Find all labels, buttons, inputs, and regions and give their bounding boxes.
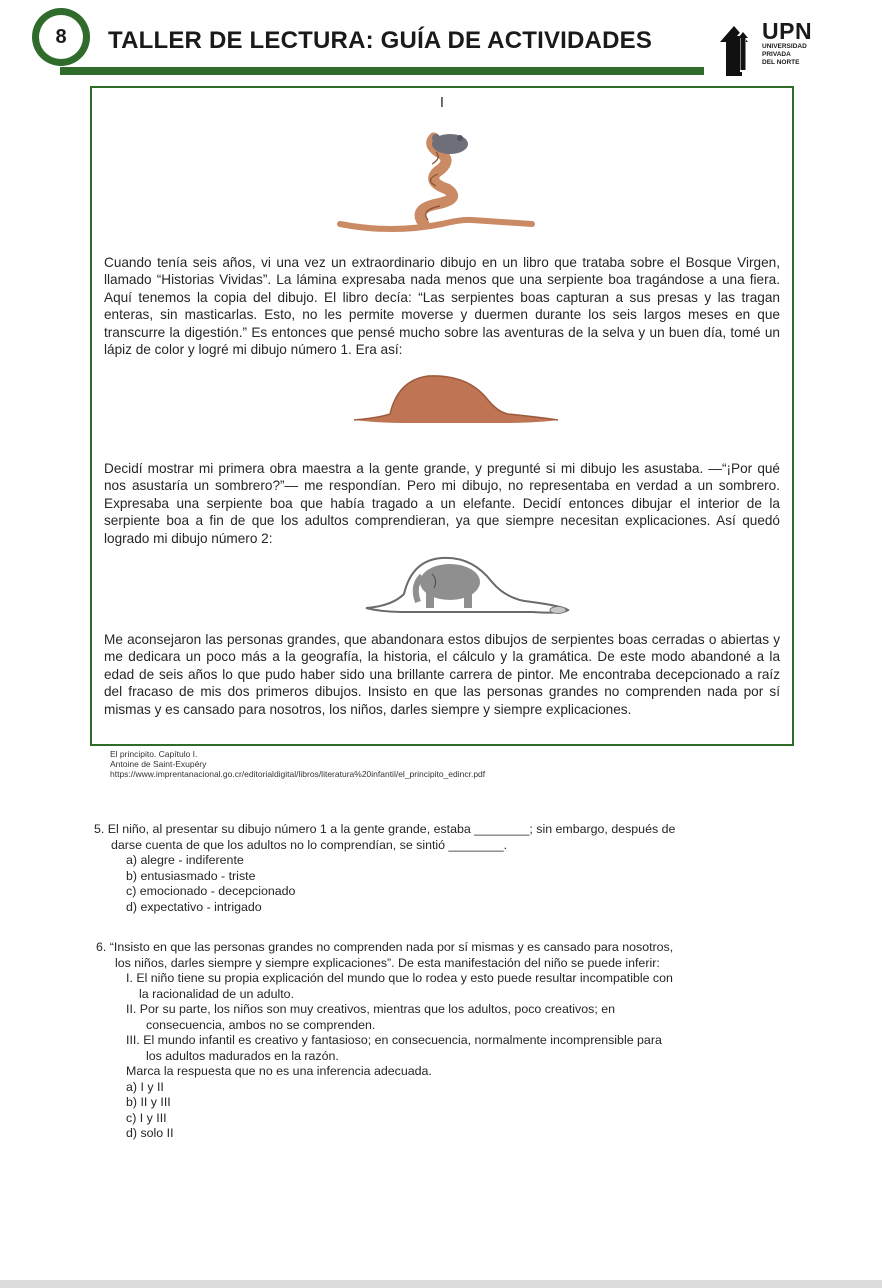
question-6-option-d: d) solo II — [126, 1126, 174, 1140]
reading-paragraph-2: Decidí mostrar mi primera obra maestra a la gente grande, y pregunté si mi dibujo les asustaba. —“¡Por qué nos asustaría un sombrero?”— me respondían. Pero mi dibujo, no representaba en verdad a un sombrero. Expresaba una serpiente boa que había tragado a un elefante. Decidí entonces dibujar el interior de la serpiente boa a fin de que los adultos comprendieran, ya que siempre necesitan explicaciones. Así quedó logrado mi dibujo número 2: — [104, 461, 780, 546]
reading-passage-box — [90, 86, 794, 746]
question-5-option-b: b) entusiasmado - triste — [126, 868, 256, 883]
chapter-number: I — [439, 94, 445, 111]
statement-i: I. El niño tiene su propia explicación del mundo que lo rodea y esto puede resultar incompatible con — [126, 971, 673, 985]
question-5-option-a: a) alegre - indiferente — [126, 853, 244, 867]
logo-line-1: UNIVERSIDAD — [762, 43, 807, 50]
university-logo-text — [762, 20, 812, 66]
header-divider — [60, 67, 704, 75]
question-5-option-d: d) expectativo - intrigado — [126, 899, 262, 914]
question-5-option-c: c) emocionado - decepcionado — [126, 884, 296, 898]
question-5-stem-line-1: 5. El niño, al presentar su dibujo número 1 a la gente grande, estaba ________; sin embargo, después de — [94, 822, 676, 836]
question-6-option-a: a) I y II — [126, 1079, 164, 1094]
question-6-instruction: Marca la respuesta que no es una inferencia adecuada. — [126, 1064, 432, 1078]
page-number-badge — [32, 8, 90, 66]
boa-swallowing-beast-illustration — [332, 124, 552, 239]
question-6-stem-line-2: los niños, darles siempre y siempre explicaciones”. De esta manifestación del niño se puede inferir: — [115, 955, 660, 970]
citation-author: Antoine de Saint-Exupéry — [110, 759, 207, 770]
citation-book: El principito. Capítulo I. — [110, 749, 198, 759]
statement-iii: III. El mundo infantil es creativo y fantasioso; en consecuencia, normalmente incomprensible para — [126, 1033, 662, 1047]
citation-url: https://www.imprentanacional.go.cr/editorialdigital/libros/literatura%20infantil/el_principito_edincr.pdf — [110, 769, 486, 780]
reading-paragraph-3: Me aconsejaron las personas grandes, que abandonara estos dibujos de serpientes boas cerradas o abiertas y me dedicara un poco más a la geografía, la historia, el cálculo y la gramática. De este modo abandoné a la edad de seis años lo que pudo haber sido una brillante carrera de pintor. Me encontraba decepcionado a raíz del fracaso de mis dos primeros dibujos. Insisto en que las personas grandes no comprenden nada por sí mismas y es cansado para nosotros, los niños, darles siempre y siempre explicaciones. — [104, 632, 780, 717]
question-6-option-b: b) II y III — [126, 1095, 171, 1109]
statement-i-continued: la racionalidad de un adulto. — [139, 986, 294, 1001]
question-6 — [96, 940, 673, 1142]
logo-line-2: PRIVADA — [762, 50, 791, 58]
boa-with-elephant-illustration — [362, 550, 572, 620]
source-citation — [110, 749, 485, 780]
question-6-stem-line-1: 6. “Insisto en que las personas grandes no comprenden nada por sí mismas y es cansado para nosotros, — [96, 940, 674, 954]
page-title: TALLER DE LECTURA: GUÍA DE ACTIVIDADES — [108, 27, 653, 54]
question-5-stem-line-2: darse cuenta de que los adultos no lo comprendían, se sintió ________. — [111, 837, 508, 852]
hat-drawing-illustration — [348, 370, 560, 432]
question-5 — [94, 822, 675, 915]
reading-paragraph-1: Cuando tenía seis años, vi una vez un extraordinario dibujo en un libro que trataba sobre el Bosque Virgen, llamado “Historias Vividas”. La lámina expresaba nada menos que una serpiente boa tragándose a una fiera. Aquí tenemos la copia del dibujo. El libro decía: “Las serpientes boas capturan a sus presas y las tragan enteras, sin masticarlas. Esto, no les permite moverse y duermen durante los seis largos meses en que transcurre la digestión.” Es entonces que pensé mucho sobre las aventuras de la selva y un buen día, tomé un lápiz de color y logré mi dibujo número 1. Era así: — [104, 255, 780, 358]
statement-iii-continued: los adultos madurados en la razón. — [146, 1048, 339, 1063]
question-6-option-c: c) I y III — [126, 1110, 167, 1125]
page-bottom-edge — [0, 1280, 882, 1288]
page-number: 8 — [39, 15, 83, 59]
logo-line-3: DEL NORTE — [762, 58, 800, 66]
statement-ii-continued: consecuencia, ambos no se comprenden. — [146, 1017, 376, 1032]
statement-ii: II. Por su parte, los niños son muy creativos, mientras que los adultos, poco creativos; en — [126, 1002, 615, 1016]
logo-acronym: UPN — [762, 18, 813, 44]
